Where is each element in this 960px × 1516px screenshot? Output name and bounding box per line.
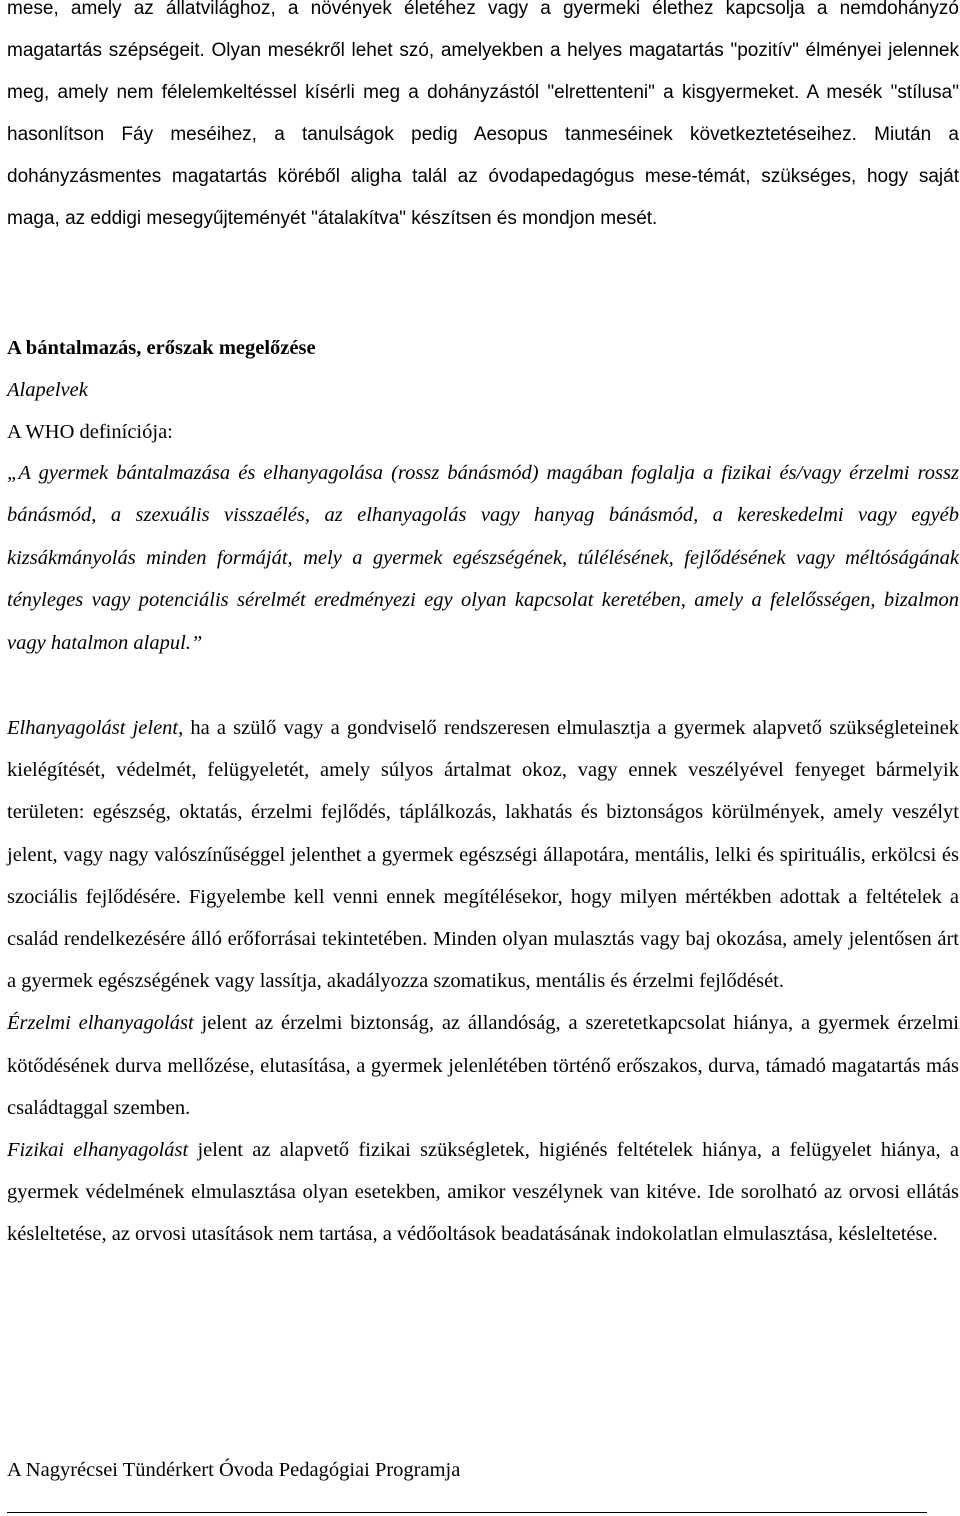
page-footer: A Nagyrécsei Tündérkert Óvoda Pedagógiai Programja (7, 1459, 461, 1481)
physical-neglect-term: Fizikai elhanyagolást (7, 1139, 189, 1162)
who-definition-label: A WHO definíciója: (7, 421, 173, 443)
emotional-neglect-text: jelent az érzelmi biztonság, az állandóság, a szeretetkapcsolat hiánya, a gyermek érzelmi kötődésének durva mellőzése, elutasítása, a gyermek jelenlétében történő erőszakos, durva, támadó magatartás más családtaggal szemben. (7, 1012, 959, 1119)
neglect-text: , ha a szülő vagy a gondviselő rendszeresen elmulasztja a gyermek alapvető szükségleteinek kielégítését, védelmét, felügyeletét, amely súlyos ártalmat okoz, vagy ennek veszélyével fenyeget bármelyik területen: egészség, oktatás, érzelmi fejlődés, táplálkozás, lakhatás és biztonságos körülmények, amely veszélyt jelent, vagy nagy valószínűséggel jelenthet a gyermek egészségi állapotára, mentális, lelki és spirituális, erkölcsi és szociális fejlődésére. Figyelembe kell venni ennek megítélésekor, hogy milyen mértékben adottak a feltételek a család rendelkezésére álló erőforrásai tekintetében. Minden olyan mulasztás vagy baj okozása, amely jelentősen árt a gyermek egészségének vagy lassítja, akadályozza szomatikus, mentális és érzelmi fejlődését. (7, 717, 959, 993)
who-definition-quote: „A gyermek bántalmazása és elhanyagolása (rossz bánásmód) magában foglalja a fizikai és/vagy érzelmi rossz bánásmód, a szexuális visszaélés, az elhanyagolás vagy hanyag bánásmód, a kereskedelmi vagy egyéb kizsákmányolás minden formáját, mely a gyermek egészségének, túlélésének, fejlődésének vagy méltóságának tényleges vagy potenciális sérelmét eredményezi egy olyan kapcsolat keretében, amely a felelősségen, bizalmon vagy hatalmon alapul.” (7, 462, 959, 654)
neglect-term: Elhanyagolást jelent (7, 717, 179, 739)
section-heading: A bántalmazás, erőszak megelőzése (7, 337, 316, 359)
subheading-principles: Alapelvek (7, 379, 88, 401)
neglect-paragraph (7, 707, 959, 1002)
physical-neglect-paragraph (7, 1129, 959, 1256)
physical-neglect-text: jelent az alapvető fizikai szükségletek, higiénés feltételek hiánya, a felügyelet hiánya, a gyermek védelmének elmulasztása olyan esetekben, amikor veszélynek van kitéve. Ide sorolható az orvosi ellátás késleltetése, az orvosi utasítások nem tartása, a védőoltások beadatásának indokolatlan elmulasztása, késleltetése. (7, 1139, 959, 1246)
footer-divider (7, 1512, 927, 1513)
emotional-neglect-term: Érzelmi elhanyagolást (7, 1012, 194, 1035)
emotional-neglect-paragraph (7, 1002, 959, 1129)
neglect-definitions (7, 707, 959, 1256)
intro-paragraph: mese, amely az állatvilághoz, a növények életéhez vagy a gyermeki élethez kapcsolja a nemdohányzó magatartás szépségeit. Olyan mesékről lehet szó, amelyekben a helyes magatartás "pozitív" élményei jelennek meg, amely nem félelemkeltéssel kísérli meg a dohányzástól "elrettenteni" a kisgyermeket. A mesék "stílusa" hasonlítson Fáy meséihez, a tanulságok pedig Aesopus tanmeséinek következtetéseihez. Miután a dohányzásmentes magatartás köréből aligha talál az óvodapedagógus mese-témát, szükséges, hogy saját maga, az eddigi mesegyűjteményét "átalakítva" készítsen és mondjon mesét. (7, 0, 959, 229)
